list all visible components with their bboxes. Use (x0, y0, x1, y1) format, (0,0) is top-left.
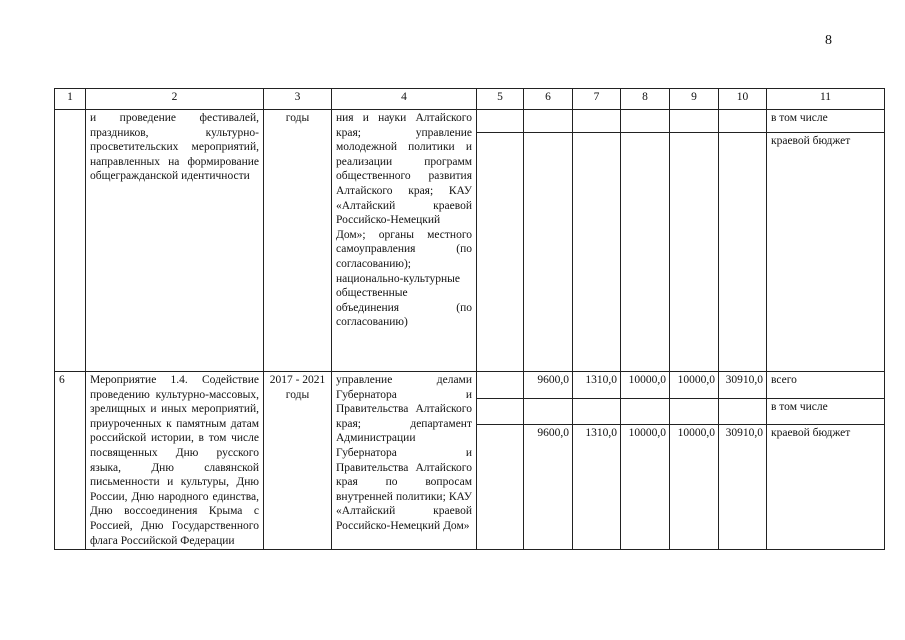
value-cell (477, 372, 524, 399)
value-cell: 10000,0 (621, 372, 670, 399)
header-cell: 5 (477, 89, 524, 110)
value-cell: 30910,0 (719, 425, 767, 550)
measure-name-cell: и проведение фестивалей, праздников, культурно-просветительских мероприятий, направленных на формирование общегражданской идентичности (86, 110, 264, 372)
header-cell: 6 (524, 89, 573, 110)
value-cell (524, 133, 573, 372)
value-cell (524, 398, 573, 425)
executors-cell: управление делами Губернатора и Правительства Алтайского края; департамент Администрации Губернатора и Правительства Алтайского края по вопросам внутренней политики; КАУ «Алтайский краевой Российско-Немецкий Дом» (332, 372, 477, 550)
value-cell (524, 110, 573, 133)
value-cell (477, 398, 524, 425)
value-cell: 10000,0 (670, 372, 719, 399)
value-cell: 10000,0 (670, 425, 719, 550)
value-cell (719, 398, 767, 425)
program-table (54, 88, 885, 550)
measure-name-cell: Мероприятие 1.4. Содействие проведению культурно-массовых, зрелищных и иных мероприятий, приуроченных к памятным датам российской истории, в том числе посвященных Дню русского языка, Дню славянской письменности и культуры, Дню России, Дню народного единства, Дню воссоединения Крыма с Россией, Дню Государственного флага Российской Федерации (86, 372, 264, 550)
value-cell (670, 133, 719, 372)
value-cell (621, 110, 670, 133)
header-row (55, 89, 885, 110)
value-cell (573, 110, 621, 133)
value-cell: 1310,0 (573, 372, 621, 399)
table-row (55, 372, 885, 399)
value-cell: 9600,0 (524, 425, 573, 550)
value-cell (670, 398, 719, 425)
header-cell: 10 (719, 89, 767, 110)
period-cell: годы (264, 110, 332, 372)
value-cell (621, 398, 670, 425)
funding-source-cell: всего (767, 372, 885, 399)
funding-source-cell: краевой бюджет (767, 425, 885, 550)
header-cell: 4 (332, 89, 477, 110)
funding-source-cell: краевой бюджет (767, 133, 885, 372)
header-cell: 1 (55, 89, 86, 110)
value-cell (573, 398, 621, 425)
value-cell (670, 110, 719, 133)
value-cell (477, 425, 524, 550)
period-cell: 2017 - 2021 годы (264, 372, 332, 550)
value-cell: 10000,0 (621, 425, 670, 550)
row-number-cell: 6 (55, 372, 86, 550)
funding-source-cell: в том числе (767, 398, 885, 425)
value-cell: 9600,0 (524, 372, 573, 399)
table-row (55, 110, 885, 133)
value-cell (477, 133, 524, 372)
value-cell (719, 110, 767, 133)
header-cell: 7 (573, 89, 621, 110)
value-cell (621, 133, 670, 372)
value-cell (719, 133, 767, 372)
executors-cell: ния и науки Алтайского края; управление молодежной политики и реализации программ общественного развития Алтайского края; КАУ «Алтайский краевой Российско-Немецкий Дом»; органы местного самоуправления (по согласованию); национально-культурные общественные объединения (по согласованию) (332, 110, 477, 372)
funding-source-cell: в том числе (767, 110, 885, 133)
header-cell: 8 (621, 89, 670, 110)
header-cell: 2 (86, 89, 264, 110)
value-cell (573, 133, 621, 372)
header-cell: 3 (264, 89, 332, 110)
value-cell (477, 110, 524, 133)
row-number-cell (55, 110, 86, 372)
value-cell: 1310,0 (573, 425, 621, 550)
page-number: 8 (825, 33, 832, 48)
header-cell: 11 (767, 89, 885, 110)
header-cell: 9 (670, 89, 719, 110)
value-cell: 30910,0 (719, 372, 767, 399)
